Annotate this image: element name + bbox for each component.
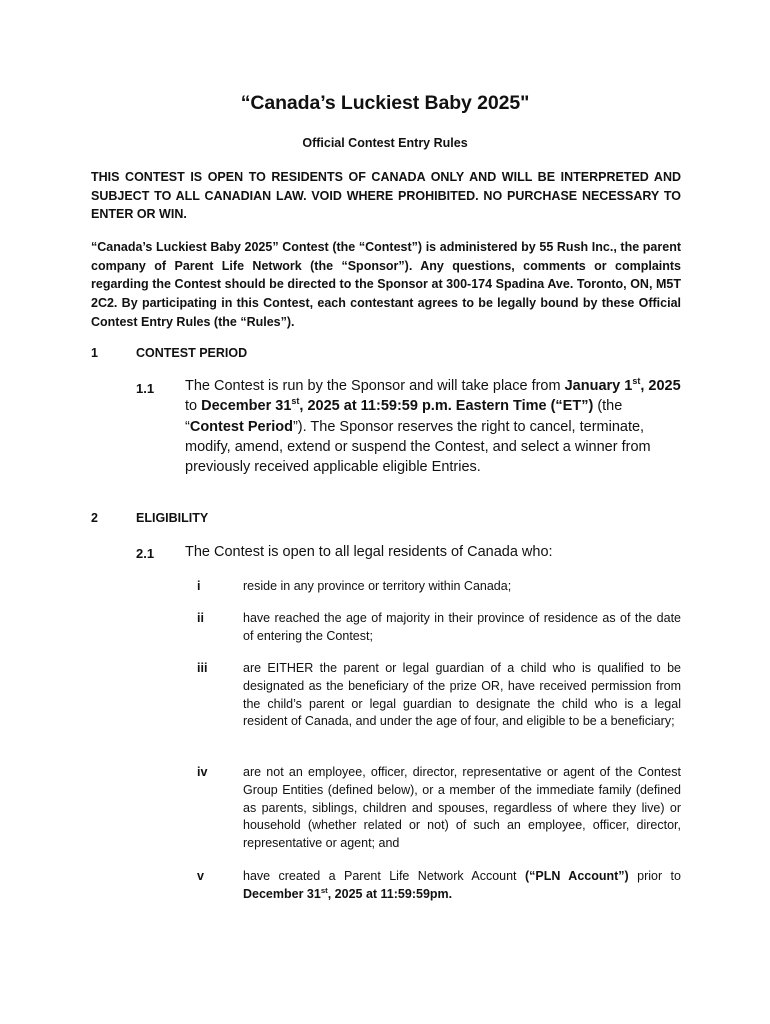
clause-1-1-number: 1.1 bbox=[136, 381, 155, 396]
list-item-number: i bbox=[197, 579, 201, 593]
list-item-text: have reached the age of majority in their province of residence as of the date of entering the Contest; bbox=[243, 611, 681, 643]
document-title: “Canada’s Luckiest Baby 2025" bbox=[240, 92, 530, 114]
uppercase-notice: THIS CONTEST IS OPEN TO RESIDENTS OF CANADA ONLY AND WILL BE INTERPRETED AND SUBJECT TO ALL CANADIAN LAW. VOID WHERE PROHIBITED. NO PURCHASE NECESSARY TO ENTER OR WIN. bbox=[91, 170, 681, 222]
section-2-number: 2 bbox=[91, 511, 98, 525]
list-item-text: are EITHER the parent or legal guardian of a child who is qualified to be designated as the beneficiary of the prize OR, have received permission from the child’s parent or legal guardian to designate the child who is a legal resident of Canada, and under the age of four, and eligible to be a beneficiary; bbox=[243, 661, 681, 729]
list-item-number: iii bbox=[197, 661, 208, 675]
list-item-number: v bbox=[197, 869, 204, 883]
list-item-text: reside in any province or territory within Canada; bbox=[243, 579, 512, 593]
intro-paragraph: “Canada’s Luckiest Baby 2025” Contest (the “Contest”) is administered by 55 Rush Inc., the parent company of Parent Life Network (the “Sponsor”). Any questions, comments or complaints regarding the Contest should be directed to the Sponsor at 300-174 Spadina Ave. Toronto, ON, M5T 2C2. By participating in this Contest, each contestant agrees to be legally bound by these Official Contest Entry Rules (the “Rules”). bbox=[91, 240, 681, 329]
section-1-number: 1 bbox=[91, 346, 98, 360]
list-item-number: ii bbox=[197, 611, 204, 625]
clause-2-1-text: The Contest is open to all legal residents of Canada who: bbox=[185, 544, 553, 560]
list-item-number: iv bbox=[197, 765, 208, 779]
clause-2-1-number: 2.1 bbox=[136, 546, 155, 561]
section-1-title: CONTEST PERIOD bbox=[136, 346, 248, 360]
document-subtitle: Official Contest Entry Rules bbox=[302, 136, 468, 150]
list-item-text: have created a Parent Life Network Account (“PLN Account”) prior to December 31st, 2025 at 11:59:59pm. bbox=[243, 869, 681, 901]
list-item-text: are not an employee, officer, director, representative or agent of the Contest Group Entities (defined below), or a member of the immediate family (defined as parents, siblings, children and spouses, regardless of where they live) or household (whether related or not) of such an employee, officer, director, representative or agent; and bbox=[243, 765, 681, 851]
section-2-title: ELIGIBILITY bbox=[136, 511, 209, 525]
clause-1-1-text: The Contest is run by the Sponsor and will take place from January 1st, 2025 to December 31st, 2025 at 11:59:59 p.m. Eastern Time (“ET”) (the “Contest Period”). The Sponsor reserves the right to cancel, terminate, modify, amend, extend or suspend the Contest, and select a winner from previously received applicable eligible Entries. bbox=[185, 376, 681, 476]
